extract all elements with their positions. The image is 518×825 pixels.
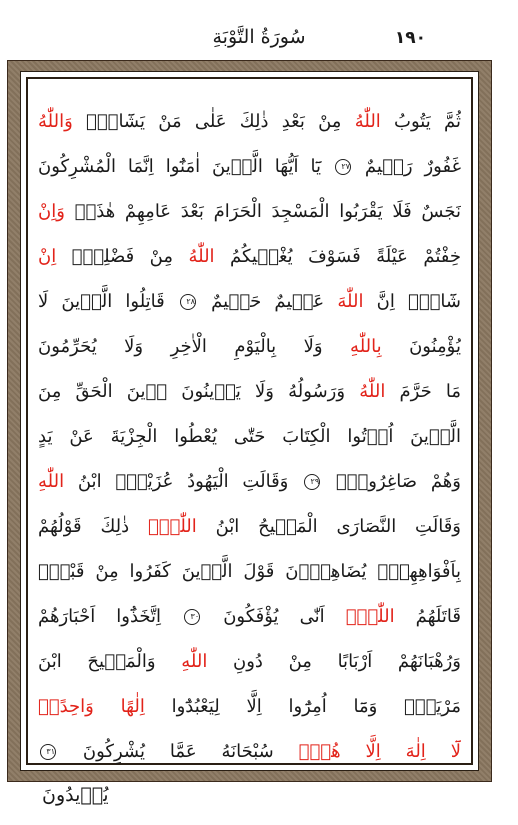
verse-text: نَجَسٌ فَلَا يَقْرَبُوا الْمَسْجِدَ الْحَرَامَ بَعْدَ عَامِهِمْ هٰذَاۚ bbox=[64, 201, 461, 222]
page-number: ١٩٠ bbox=[394, 28, 426, 48]
verse-line bbox=[38, 144, 461, 189]
catchword: يُرٖيدُونَ bbox=[42, 784, 109, 806]
verse-line bbox=[38, 414, 461, 459]
verse-text: الَّذٖينَ اُو۫تُوا الْكِتَابَ حَتّٰى يُعْطُوا الْجِزْيَةَ عَنْ يَدٍ bbox=[38, 426, 461, 447]
verse-text: عَلٖيمٌ حَكٖيمٌ bbox=[197, 291, 338, 312]
divine-name-text: اِنْ bbox=[38, 246, 57, 267]
verse-text: وَقَالَتِ الْيَهُودُ عُزَيْرٌۨ ابْنُ bbox=[64, 471, 303, 492]
verse-text: شَٓاءَۜ اِنَّ bbox=[363, 291, 461, 312]
divine-name-text: وَاللّٰهُ bbox=[38, 111, 73, 132]
verse-text: يَٓا اَيُّهَا الَّذٖينَ اٰمَنُٓوا اِنَّمَا الْمُشْرِكُونَ bbox=[38, 156, 333, 177]
ayah-number-marker: ٢٨ bbox=[180, 294, 196, 310]
divine-name-text: اِلٰهًا وَاحِدًاۚ bbox=[38, 696, 145, 717]
verse-text: مِنْ بَعْدِ ذٰلِكَ عَلٰى مَنْ يَشَٓاءُۜ bbox=[72, 111, 355, 132]
verse-text: قَاتَلَهُمُ bbox=[394, 606, 461, 627]
verse-line bbox=[38, 684, 461, 729]
ayah-number-marker: ٢٩ bbox=[304, 474, 320, 490]
ornamental-frame bbox=[7, 60, 492, 782]
verse-line bbox=[38, 189, 461, 234]
verse-text: وَرَسُولُهُ وَلَا يَدٖينُونَ دٖينَ الْحَقِّ مِنَ bbox=[38, 381, 360, 402]
verse-line bbox=[38, 639, 461, 684]
verse-text: وَرُهْبَانَهُمْ اَرْبَابًا مِنْ دُونِ bbox=[207, 651, 461, 672]
verse-text: ثُمَّ يَتُوبُ bbox=[380, 111, 461, 132]
verse-text: مَا حَرَّمَ bbox=[385, 381, 461, 402]
verse-text: وَقَالَتِ النَّصَارَى الْمَسٖيحُ ابْنُ bbox=[196, 516, 461, 537]
divine-name-text: اللّٰهِ bbox=[38, 471, 65, 492]
verse-text: سُبْحَانَهُ عَمَّا يُشْرِكُونَ bbox=[58, 741, 299, 762]
verse-line bbox=[38, 459, 461, 504]
verse-text: اَنّٰى يُؤْفَكُونَ bbox=[202, 606, 346, 627]
verse-text-block bbox=[38, 99, 461, 774]
divine-name-text: اللّٰهُ bbox=[188, 246, 215, 267]
verse-text: يُؤْمِنُونَ bbox=[381, 336, 461, 357]
verse-text: مِنْ فَضْلِهٖٓ bbox=[56, 246, 189, 267]
divine-name-text: وَاِنْ bbox=[38, 201, 65, 222]
verse-line bbox=[38, 324, 461, 369]
verse-line bbox=[38, 369, 461, 414]
divine-name-text: اللّٰهِۜ bbox=[147, 516, 197, 537]
verse-line bbox=[38, 549, 461, 594]
surah-title: سُورَةُ التَّوْبَةِ bbox=[212, 26, 306, 48]
verse-line bbox=[38, 234, 461, 279]
ayah-number-marker: ٢٧ bbox=[335, 159, 351, 175]
ayah-number-marker: ٣٠ bbox=[184, 609, 200, 625]
verse-text: قَاتِلُوا الَّذٖينَ لَا bbox=[38, 291, 178, 312]
verse-text: خِفْتُمْ عَيْلَةً فَسَوْفَ يُغْنٖيكُمُ bbox=[214, 246, 461, 267]
verse-text: وَالْمَسٖيحَ ابْنَ bbox=[38, 651, 182, 672]
verse-text: وَهُمْ صَاغِرُونَ۟ bbox=[322, 471, 461, 492]
verse-text: غَفُورٌ رَحٖيمٌ bbox=[352, 156, 461, 177]
verse-text: وَلَا بِالْيَوْمِ الْاٰخِرِ وَلَا يُحَرِّمُونَ bbox=[38, 336, 351, 357]
divine-name-text: اللّٰهُۚ bbox=[345, 606, 395, 627]
divine-name-text: بِاللّٰهِ bbox=[350, 336, 382, 357]
divine-name-text: لَٓا اِلٰهَ اِلَّا هُوَۜ bbox=[298, 741, 461, 762]
divine-name-text: اللّٰهُ bbox=[354, 111, 381, 132]
ayah-number-marker: ٣١ bbox=[40, 744, 56, 760]
verse-text: ذٰلِكَ قَوْلُهُمْ bbox=[38, 516, 148, 537]
divine-name-text: اللّٰهُ bbox=[359, 381, 386, 402]
verse-line bbox=[38, 729, 461, 774]
verse-line bbox=[38, 99, 461, 144]
verse-text: بِاَفْوَاهِهِمْۚ يُضَاهِؤُ۫نَ قَوْلَ الَّذٖينَ كَفَرُوا مِنْ قَبْلُۜ bbox=[38, 561, 461, 582]
verse-line bbox=[38, 504, 461, 549]
page-header bbox=[0, 0, 518, 52]
verse-text: اِتَّخَذُٓوا اَحْبَارَهُمْ bbox=[38, 606, 183, 627]
text-panel bbox=[20, 71, 479, 771]
verse-line bbox=[38, 594, 461, 639]
verse-line bbox=[38, 279, 461, 324]
verse-text: مَرْيَمَۚ وَمَٓا اُمِرُٓوا اِلَّا لِيَعْبُدُٓوا bbox=[144, 696, 461, 717]
divine-name-text: اللّٰهَ bbox=[337, 291, 364, 312]
divine-name-text: اللّٰهِ bbox=[181, 651, 208, 672]
